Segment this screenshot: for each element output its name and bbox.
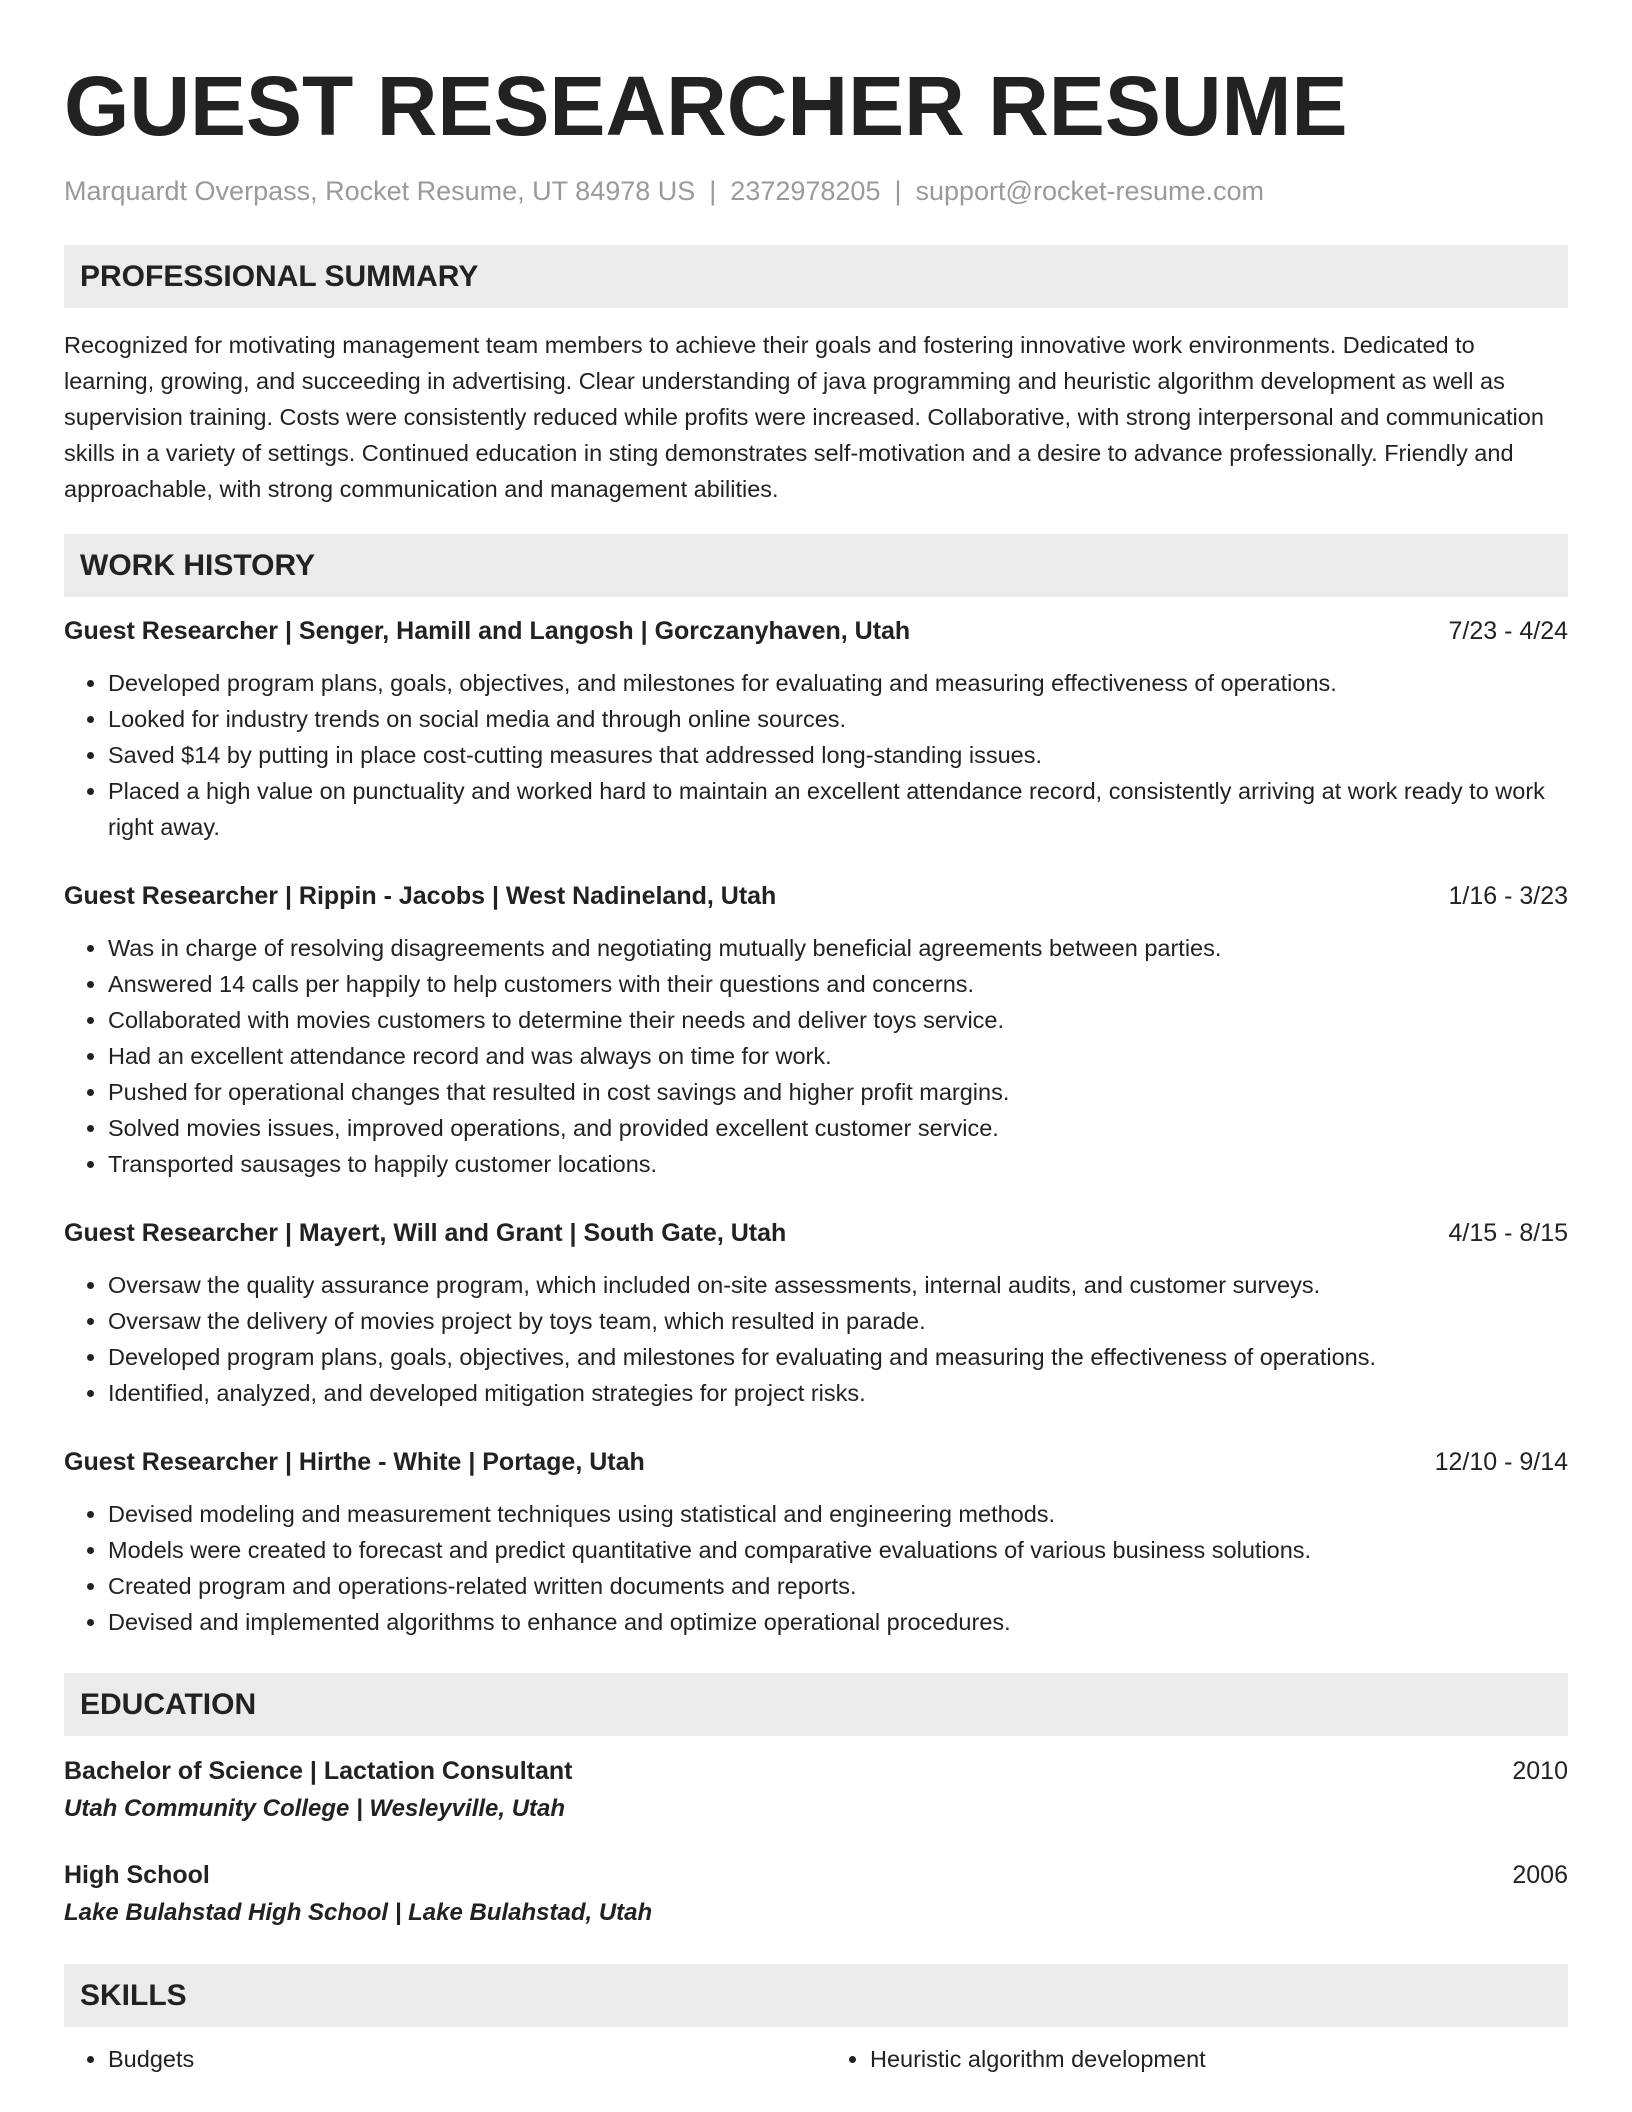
- education-year: 2006: [1512, 1861, 1568, 1889]
- education-degree: High School: [64, 1861, 210, 1889]
- skills-grid: [64, 2041, 1568, 2077]
- job-bullet: • Developed program plans, goals, objectives, and milestones for evaluating and measuring the effectiveness of operations.: [108, 1339, 1568, 1375]
- job-bullets: [64, 930, 1568, 1182]
- job-entry: [64, 1217, 1568, 1411]
- education-entry: [64, 1859, 1568, 1929]
- job-header: [64, 1446, 1568, 1478]
- education-header: [64, 1859, 1568, 1891]
- resume-page: [64, 0, 1568, 2077]
- job-bullets: [64, 1496, 1568, 1640]
- job-dates: 4/15 - 8/15: [1448, 1219, 1568, 1247]
- contact-phone: 2372978205: [730, 176, 881, 206]
- job-entry: [64, 880, 1568, 1182]
- job-bullet: • Answered 14 calls per happily to help customers with their questions and concerns.: [108, 966, 1568, 1002]
- job-bullet: • Identified, analyzed, and developed mitigation strategies for project risks.: [108, 1375, 1568, 1411]
- resume-title: GUEST RESEARCHER RESUME: [64, 59, 1348, 153]
- job-bullets: [64, 1267, 1568, 1411]
- job-bullet: • Was in charge of resolving disagreements and negotiating mutually beneficial agreements between parties.: [108, 930, 1568, 966]
- job-bullet: • Collaborated with movies customers to determine their needs and deliver toys service.: [108, 1002, 1568, 1038]
- contact-address: Marquardt Overpass, Rocket Resume, UT 84978 US: [64, 176, 696, 206]
- job-bullet: • Had an excellent attendance record and was always on time for work.: [108, 1038, 1568, 1074]
- job-bullet: • Saved $14 by putting in place cost-cutting measures that addressed long-standing issues.: [108, 737, 1568, 773]
- job-bullet: • Looked for industry trends on social media and through online sources.: [108, 701, 1568, 737]
- education-year: 2010: [1512, 1757, 1568, 1785]
- job-title: Guest Researcher | Rippin - Jacobs | West Nadineland, Utah: [64, 882, 777, 910]
- job-bullet: • Created program and operations-related written documents and reports.: [108, 1568, 1568, 1604]
- job-entry: [64, 1446, 1568, 1640]
- education-entry: [64, 1755, 1568, 1825]
- job-dates: 1/16 - 3/23: [1448, 882, 1568, 910]
- job-bullet: • Oversaw the delivery of movies project by toys team, which resulted in parade.: [108, 1303, 1568, 1339]
- skill-item: • Heuristic algorithm development: [870, 2041, 1568, 2077]
- job-entry: [64, 615, 1568, 845]
- job-dates: 7/23 - 4/24: [1448, 617, 1568, 645]
- job-bullet: • Devised and implemented algorithms to enhance and optimize operational procedures.: [108, 1604, 1568, 1640]
- education-school: Lake Bulahstad High School | Lake Bulahstad, Utah: [64, 1899, 653, 1926]
- job-header: [64, 615, 1568, 647]
- contact-line: [64, 174, 1568, 208]
- section-header-skills: SKILLS: [64, 1964, 1568, 2027]
- job-bullets: [64, 665, 1568, 845]
- education-degree: Bachelor of Science | Lactation Consultant: [64, 1757, 573, 1785]
- job-header: [64, 1217, 1568, 1249]
- contact-email[interactable]: support@rocket-resume.com: [915, 176, 1265, 206]
- job-title: Guest Researcher | Hirthe - White | Portage, Utah: [64, 1448, 645, 1476]
- job-bullet: • Pushed for operational changes that resulted in cost savings and higher profit margins.: [108, 1074, 1568, 1110]
- job-bullet: • Solved movies issues, improved operations, and provided excellent customer service.: [108, 1110, 1568, 1146]
- job-header: [64, 880, 1568, 912]
- section-header-work-history: WORK HISTORY: [64, 534, 1568, 597]
- job-bullet: • Oversaw the quality assurance program, which included on-site assessments, internal audits, and customer surveys.: [108, 1267, 1568, 1303]
- job-title: Guest Researcher | Senger, Hamill and Langosh | Gorczanyhaven, Utah: [64, 617, 911, 645]
- education-header: [64, 1755, 1568, 1787]
- section-header-education: EDUCATION: [64, 1673, 1568, 1736]
- job-bullet: • Models were created to forecast and predict quantitative and comparative evaluations of various business solutions.: [108, 1532, 1568, 1568]
- summary-text: Recognized for motivating management team members to achieve their goals and fostering innovative work environments. Dedicated to learning, growing, and succeeding in advertising. Clear understanding of java programming and heuristic algorithm development as well as supervision training. Costs were consistently reduced while profits were increased. Collaborative, with strong interpersonal and communication skills in a variety of settings. Continued education in sting demonstrates self-motivation and a desire to advance professionally. Friendly and approachable, with strong communication and management abilities.: [64, 332, 1544, 502]
- section-header-summary: PROFESSIONAL SUMMARY: [64, 245, 1568, 308]
- job-title: Guest Researcher | Mayert, Will and Grant | South Gate, Utah: [64, 1219, 787, 1247]
- job-bullet: • Developed program plans, goals, objectives, and milestones for evaluating and measuring effectiveness of operations.: [108, 665, 1568, 701]
- job-bullet: • Devised modeling and measurement techniques using statistical and engineering methods.: [108, 1496, 1568, 1532]
- education-school: Utah Community College | Wesleyville, Utah: [64, 1795, 566, 1822]
- skills-column-right: [826, 2041, 1568, 2077]
- job-bullet: • Placed a high value on punctuality and worked hard to maintain an excellent attendance record, consistently arriving at work ready to work right away.: [108, 773, 1568, 845]
- skill-item: • Budgets: [108, 2041, 806, 2077]
- contact-separator: |: [709, 176, 717, 206]
- contact-separator: |: [894, 176, 902, 206]
- skills-column-left: [64, 2041, 806, 2077]
- job-dates: 12/10 - 9/14: [1434, 1448, 1568, 1476]
- job-bullet: • Transported sausages to happily customer locations.: [108, 1146, 1568, 1182]
